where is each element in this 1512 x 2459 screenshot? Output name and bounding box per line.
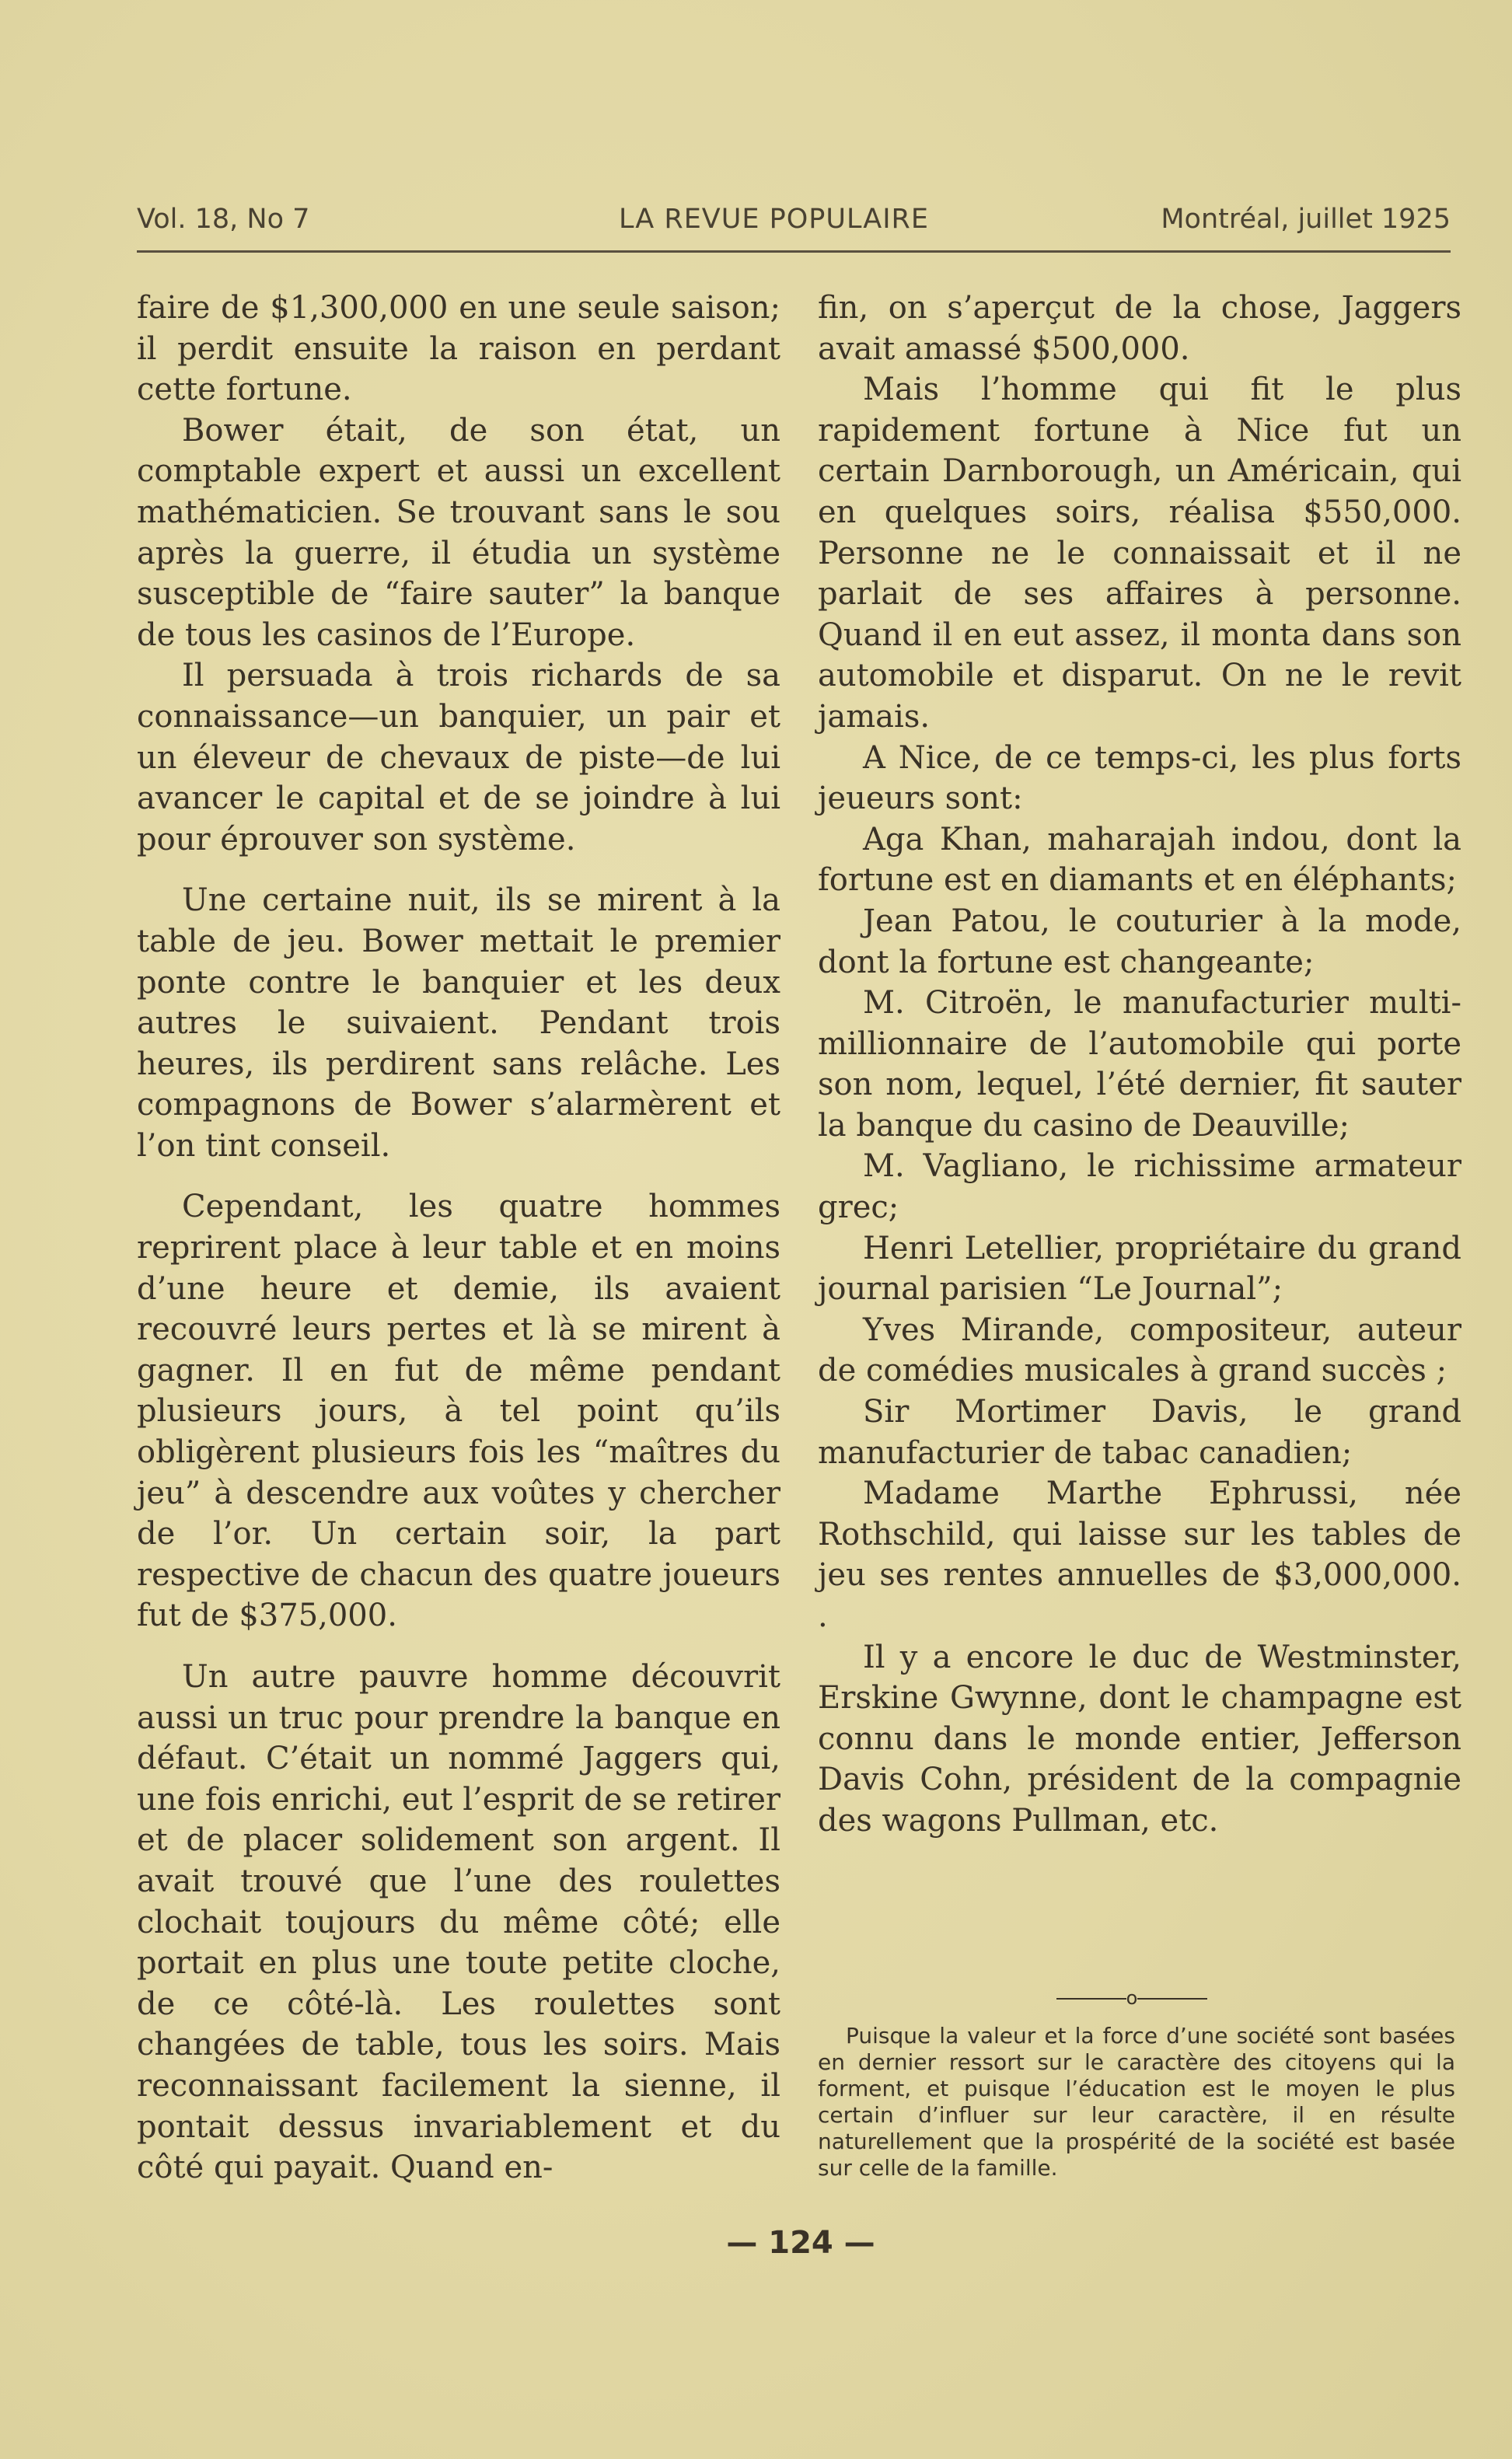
list-item: Sir Mortimer Davis, le grand manufacturier de tabac canadien; xyxy=(818,1394,1461,1471)
footnote xyxy=(818,2023,1455,2181)
list-item: Jean Patou, le couturier à la mode, dont la fortune est changeante; xyxy=(818,903,1461,980)
paragraph: Une certaine nuit, ils se mirent à la table de jeu. Bower mettait le premier ponte contre le banquier et les deux autres le suivaient. Pendant trois heures, ils perdirent sans relâche. Les compagnons de Bower s’alarmèrent et l’on tint conseil. xyxy=(137,882,780,1164)
paragraph: Bower était, de son état, un comptable expert et aussi un excellent mathématicien. Se trouvant sans le sou après la guerre, il étudia un système susceptible de “faire sauter” la banque de tous les casinos de l’Europe. xyxy=(137,412,780,653)
left-column xyxy=(137,288,780,2188)
volume-issue: Vol. 18, No 7 xyxy=(137,204,310,235)
running-header xyxy=(137,204,1451,243)
list-item: M. Citroën, le manufacturier multi-millionnaire de l’automobile qui porte son nom, lequel, l’été dernier, fit sauter la banque du casino de Deauville; xyxy=(818,985,1461,1144)
footnote-text: Puisque la valeur et la force d’une société sont basées en dernier ressort sur le caractère des citoyens qui la forment, et puisque l’éducation est le moyen le plus certain d’influer sur leur caractère, il en résulte naturellement que la prospérité de la société est basée sur celle de la famille. xyxy=(818,2023,1455,2181)
paragraph: faire de $1,300,000 en une seule saison; il perdit ensuite la raison en perdant cette fortune. xyxy=(137,290,780,408)
list-item: Henri Letellier, propriétaire du grand journal parisien “Le Journal”; xyxy=(818,1230,1461,1308)
right-column xyxy=(818,288,1461,1842)
page-number: — 124 — xyxy=(726,2225,875,2261)
paragraph: Cependant, les quatre hommes reprirent place à leur table et en moins d’une heure et demie, ils avaient recouvré leurs pertes et là se mirent à gagner. Il en fut de même pendant plusieurs jours, à tel point qu’ils obligèrent plusieurs fois les “maîtres du jeu” à descendre aux voûtes y chercher de l’or. Un certain soir, la part respective de chacun des quatre joueurs fut de $375,000. xyxy=(137,1189,780,1634)
list-item: M. Vagliano, le richissime armateur grec; xyxy=(818,1148,1461,1226)
divider-line xyxy=(1056,1998,1126,2000)
publication-title: LA REVUE POPULAIRE xyxy=(619,204,929,235)
paragraph: Mais l’homme qui fit le plus rapidement fortune à Nice fut un certain Darnborough, un Américain, qui en quelques soirs, réalisa $550,000. Personne ne le connaissait et il ne parlait de ses affaires à personne. Quand il en eut assez, il monta dans son automobile et disparut. On ne le revit jamais. xyxy=(818,372,1461,735)
divider-mark: o xyxy=(1126,1987,1138,2009)
paragraph: A Nice, de ce temps-ci, les plus forts jeueurs sont: xyxy=(818,739,1461,817)
paragraph: Il persuada à trois richards de sa connaissance—un banquier, un pair et un éleveur de chevaux de piste—de lui avancer le capital et de se joindre à lui pour éprouver son système. xyxy=(137,658,780,858)
place-date: Montréal, juillet 1925 xyxy=(1161,204,1451,235)
divider-line xyxy=(1137,1998,1207,2000)
header-rule xyxy=(137,250,1451,253)
list-item: Aga Khan, maharajah indou, dont la fortune est en diamants et en éléphants; xyxy=(818,821,1461,899)
paragraph: Un autre pauvre homme découvrit aussi un truc pour prendre la banque en défaut. C’était un nommé Jaggers qui, une fois enrichi, eut l’esprit de se retirer et de placer solidement son argent. Il avait trouvé que l’une des roulettes clochait toujours du même côté; elle portait en plus une toute petite cloche, de ce côté-là. Les roulettes sont changées de table, tous les soirs. Mais reconnaissant facilement la sienne, il pontait dessus invariablement et du côté qui payait. Quand en- xyxy=(137,1659,780,2186)
paragraph: fin, on s’aperçut de la chose, Jaggers avait amassé $500,000. xyxy=(818,290,1461,367)
list-item: Yves Mirande, compositeur, auteur de comédies musicales à grand succès ; xyxy=(818,1312,1461,1389)
section-divider xyxy=(1039,1987,1225,2010)
list-item: Madame Marthe Ephrussi, née Rothschild, qui laisse sur les tables de jeu ses rentes annuelles de $3,000,000. . xyxy=(818,1476,1461,1634)
paragraph: Il y a encore le duc de Westminster, Erskine Gwynne, dont le champagne est connu dans le monde entier, Jefferson Davis Cohn, président de la compagnie des wagons Pullman, etc. xyxy=(818,1639,1461,1839)
